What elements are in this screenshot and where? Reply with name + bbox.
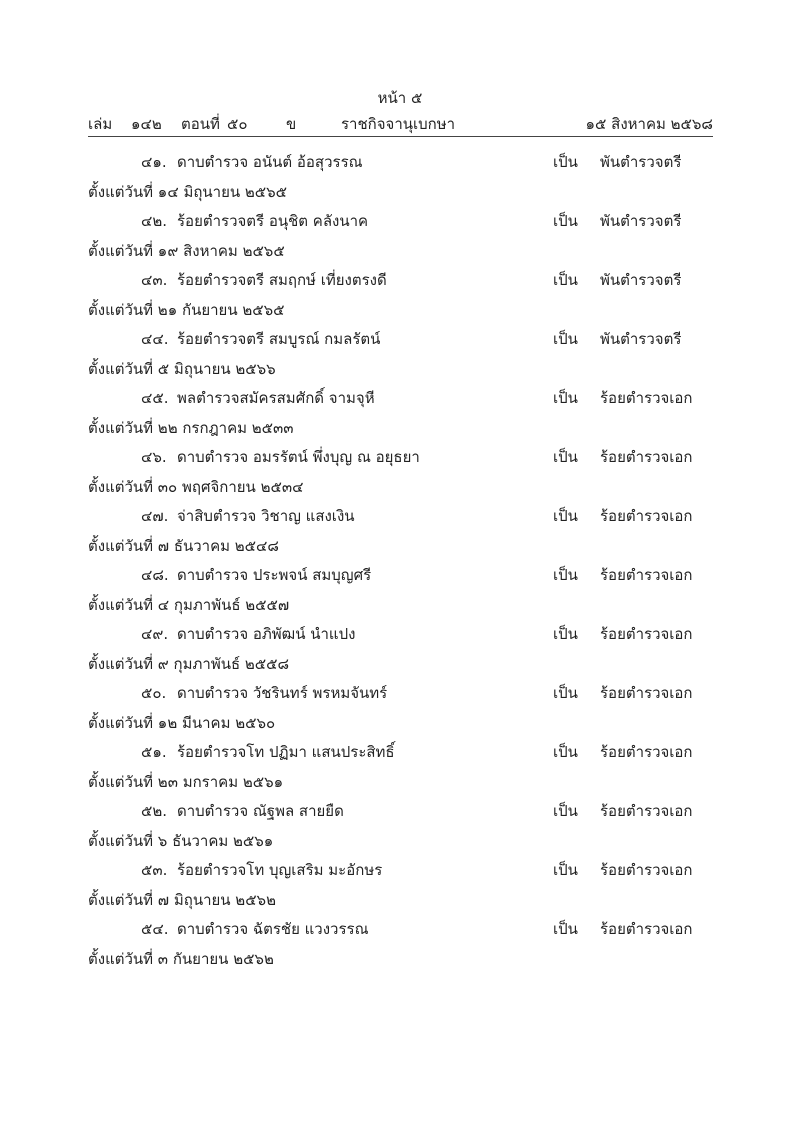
list-item — [0, 622, 800, 681]
appointment-line — [0, 327, 800, 351]
new-rank: พันตำรวจตรี — [600, 153, 682, 171]
officer-name: ดาบตำรวจ ณัฐพล สายยืด — [177, 802, 344, 820]
new-rank: ร้อยตำรวจเอก — [600, 920, 693, 938]
officer-name: ดาบตำรวจ ประพจน์ สมบุญศรี — [177, 566, 372, 584]
appointed-as-label: เป็น — [553, 507, 578, 525]
officer-name: ดาบตำรวจ อมรรัตน์ พึ่งบุญ ณ อยุธยา — [177, 448, 420, 466]
effective-date: ตั้งแต่วันที่ ๑๙ สิงหาคม ๒๕๖๕ — [88, 242, 285, 260]
list-item — [0, 799, 800, 858]
gazette-title: ราชกิจจานุเบกษา — [341, 115, 456, 133]
list-item — [0, 563, 800, 622]
effective-date: ตั้งแต่วันที่ ๙ กุมภาพันธ์ ๒๕๕๘ — [88, 655, 290, 673]
list-item — [0, 917, 800, 976]
effective-date: ตั้งแต่วันที่ ๑๒ มีนาคม ๒๕๖๐ — [88, 714, 276, 732]
entry-number: ๔๙. — [141, 625, 169, 643]
officer-name: ดาบตำรวจ ฉัตรชัย แวงวรรณ — [177, 920, 369, 938]
header-divider — [88, 136, 713, 137]
appointment-line — [0, 209, 800, 233]
effective-date: ตั้งแต่วันที่ ๕ มิถุนายน ๒๕๖๖ — [88, 360, 276, 378]
appointed-as-label: เป็น — [553, 566, 578, 584]
entry-number: ๔๘. — [141, 566, 169, 584]
officer-name: จ่าสิบตำรวจ วิชาญ แสงเงิน — [177, 507, 355, 525]
effective-date: ตั้งแต่วันที่ ๔ กุมภาพันธ์ ๒๕๕๗ — [88, 596, 290, 614]
appointed-as-label: เป็น — [553, 330, 578, 348]
entry-number: ๔๗. — [141, 507, 169, 525]
appointment-line — [0, 858, 800, 882]
page-number: หน้า ๕ — [377, 89, 423, 107]
effective-date: ตั้งแต่วันที่ ๗ ธันวาคม ๒๕๔๘ — [88, 537, 279, 555]
new-rank: ร้อยตำรวจเอก — [600, 861, 693, 879]
list-item — [0, 327, 800, 386]
entry-number: ๔๒. — [141, 212, 168, 230]
entry-number: ๔๕. — [141, 389, 169, 407]
effective-date: ตั้งแต่วันที่ ๑๔ มิถุนายน ๒๕๖๕ — [88, 183, 288, 201]
new-rank: ร้อยตำรวจเอก — [600, 448, 693, 466]
list-item — [0, 740, 800, 799]
entry-number: ๕๓. — [141, 861, 168, 879]
effective-date: ตั้งแต่วันที่ ๒๒ กรกฎาคม ๒๕๓๓ — [88, 419, 294, 437]
volume-label: เล่ม — [88, 115, 113, 133]
publication-date: ๑๕ สิงหาคม ๒๕๖๘ — [585, 115, 713, 133]
new-rank: ร้อยตำรวจเอก — [600, 625, 693, 643]
appointed-as-label: เป็น — [553, 861, 578, 879]
new-rank: พันตำรวจตรี — [600, 212, 682, 230]
new-rank: พันตำรวจตรี — [600, 330, 682, 348]
appointment-line — [0, 445, 800, 469]
entry-number: ๕๒. — [141, 802, 168, 820]
issue-number: ๕๐ — [227, 115, 248, 133]
effective-date: ตั้งแต่วันที่ ๖ ธันวาคม ๒๕๖๑ — [88, 832, 274, 850]
new-rank: ร้อยตำรวจเอก — [600, 684, 693, 702]
appointment-list — [0, 150, 800, 976]
new-rank: ร้อยตำรวจเอก — [600, 566, 693, 584]
appointment-line — [0, 504, 800, 528]
appointment-line — [0, 622, 800, 646]
appointment-line — [0, 799, 800, 823]
appointment-line — [0, 740, 800, 764]
entry-number: ๕๑. — [141, 743, 167, 761]
new-rank: พันตำรวจตรี — [600, 271, 682, 289]
officer-name: ดาบตำรวจ อภิพัฒน์ นำแปง — [177, 625, 356, 643]
entry-number: ๔๔. — [141, 330, 169, 348]
appointment-line — [0, 268, 800, 292]
entry-number: ๔๖. — [141, 448, 167, 466]
appointment-line — [0, 563, 800, 587]
list-item — [0, 386, 800, 445]
appointment-line — [0, 386, 800, 410]
appointed-as-label: เป็น — [553, 389, 578, 407]
list-item — [0, 681, 800, 740]
officer-name: ร้อยตำรวจตรี สมฤกษ์ เที่ยงตรงดี — [177, 271, 387, 289]
new-rank: ร้อยตำรวจเอก — [600, 802, 693, 820]
new-rank: ร้อยตำรวจเอก — [600, 507, 693, 525]
appointed-as-label: เป็น — [553, 920, 578, 938]
entry-number: ๔๑. — [141, 153, 167, 171]
new-rank: ร้อยตำรวจเอก — [600, 389, 693, 407]
officer-name: ร้อยตำรวจโท ปฏิมา แสนประสิทธิ์ — [177, 743, 395, 761]
officer-name: พลตำรวจสมัครสมศักดิ์ จามจุหี — [177, 389, 375, 407]
appointed-as-label: เป็น — [553, 271, 578, 289]
appointed-as-label: เป็น — [553, 802, 578, 820]
issue-label: ตอนที่ — [181, 115, 220, 133]
volume-number: ๑๔๒ — [131, 115, 162, 133]
section-letter: ข — [286, 115, 297, 133]
appointment-line — [0, 150, 800, 174]
list-item — [0, 504, 800, 563]
appointment-line — [0, 917, 800, 941]
list-item — [0, 858, 800, 917]
entry-number: ๕๔. — [141, 920, 169, 938]
effective-date: ตั้งแต่วันที่ ๓ กันยายน ๒๕๖๒ — [88, 950, 274, 968]
page-header — [88, 112, 713, 136]
list-item — [0, 445, 800, 504]
list-item — [0, 150, 800, 209]
list-item — [0, 209, 800, 268]
effective-date: ตั้งแต่วันที่ ๓๐ พฤศจิกายน ๒๕๓๔ — [88, 478, 304, 496]
entry-number: ๕๐. — [141, 684, 167, 702]
appointment-line — [0, 681, 800, 705]
appointed-as-label: เป็น — [553, 743, 578, 761]
officer-name: ดาบตำรวจ วัชรินทร์ พรหมจันทร์ — [177, 684, 388, 702]
effective-date: ตั้งแต่วันที่ ๗ มิถุนายน ๒๕๖๒ — [88, 891, 276, 909]
appointed-as-label: เป็น — [553, 212, 578, 230]
officer-name: ร้อยตำรวจตรี อนุชิต คลังนาค — [177, 212, 369, 230]
effective-date: ตั้งแต่วันที่ ๒๑ กันยายน ๒๕๖๕ — [88, 301, 285, 319]
new-rank: ร้อยตำรวจเอก — [600, 743, 693, 761]
appointed-as-label: เป็น — [553, 448, 578, 466]
officer-name: ร้อยตำรวจตรี สมบูรณ์ กมลรัตน์ — [177, 330, 381, 348]
officer-name: ร้อยตำรวจโท บุญเสริม มะอักษร — [177, 861, 383, 879]
effective-date: ตั้งแต่วันที่ ๒๓ มกราคม ๒๕๖๑ — [88, 773, 284, 791]
appointed-as-label: เป็น — [553, 684, 578, 702]
list-item — [0, 268, 800, 327]
appointed-as-label: เป็น — [553, 625, 578, 643]
entry-number: ๔๓. — [141, 271, 168, 289]
officer-name: ดาบตำรวจ อนันต์ อ้อสุวรรณ — [177, 153, 363, 171]
appointed-as-label: เป็น — [553, 153, 578, 171]
